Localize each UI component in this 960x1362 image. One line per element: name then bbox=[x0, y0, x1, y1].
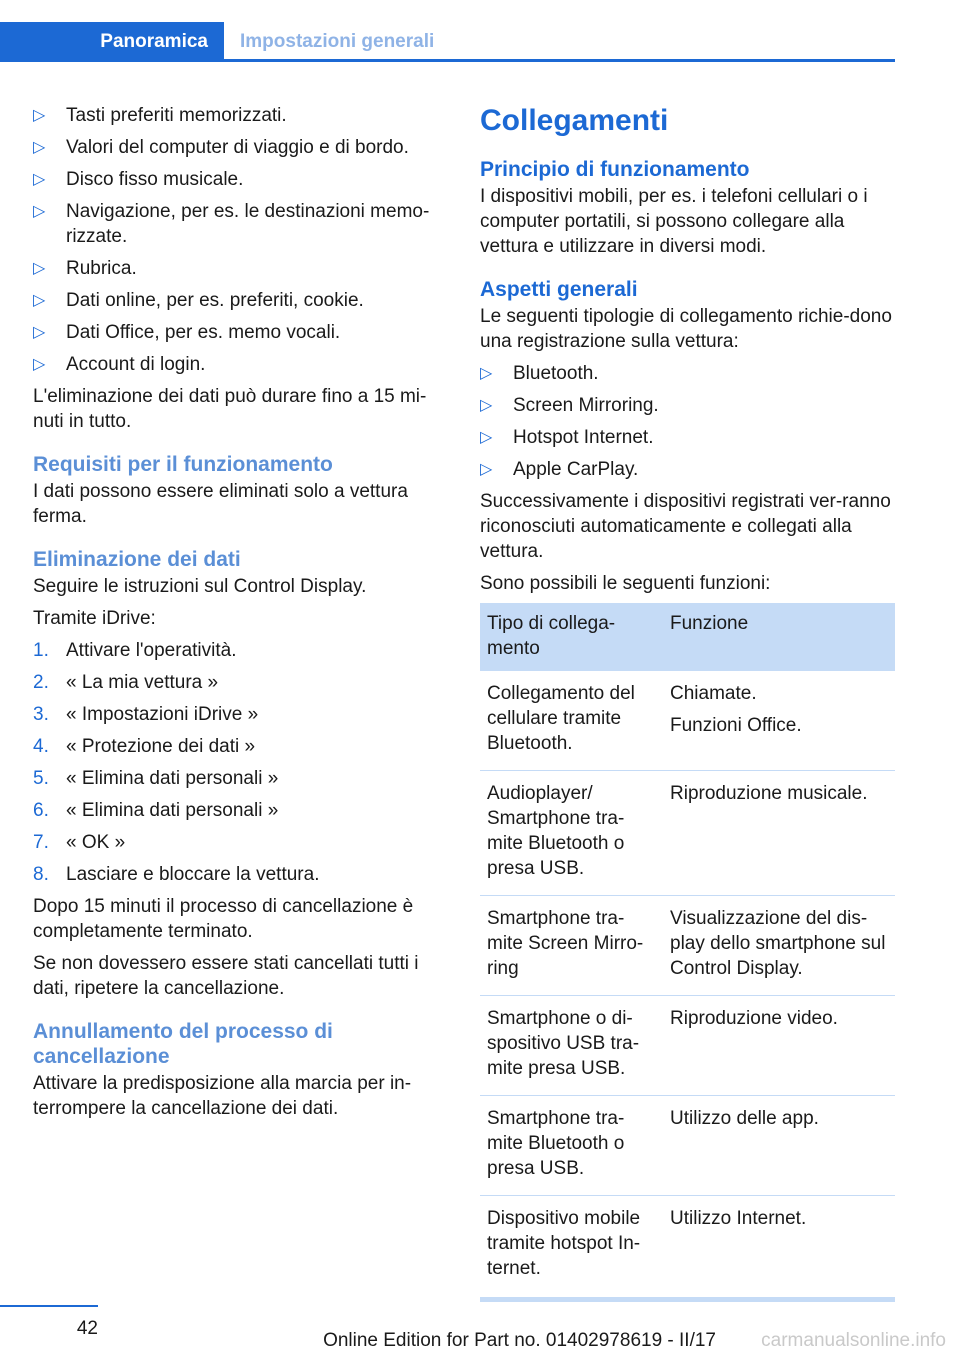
footer-rule bbox=[0, 1305, 98, 1307]
column-header-funzione: Funzione bbox=[663, 603, 895, 671]
table-row bbox=[480, 1096, 895, 1196]
triangle-bullet-icon: ▷ bbox=[33, 139, 46, 156]
step-item: 4. « Protezione dei dati » bbox=[33, 736, 256, 757]
heading-principio: Principio di funzionamento bbox=[480, 158, 750, 181]
heading-requisiti: Requisiti per il funzionamento bbox=[33, 453, 333, 476]
step-item: 1. Attivare l'operatività. bbox=[33, 640, 237, 661]
list-item: ▷ Disco fisso musicale. bbox=[33, 169, 244, 190]
triangle-bullet-icon: ▷ bbox=[480, 397, 493, 414]
triangle-bullet-icon: ▷ bbox=[33, 292, 46, 309]
triangle-bullet-icon: ▷ bbox=[33, 356, 46, 373]
list-item: ▷ Hotspot Internet. bbox=[480, 427, 654, 448]
watermark: carmanualsonline.info bbox=[761, 1330, 946, 1351]
left-column bbox=[33, 103, 445, 1128]
triangle-bullet-icon: ▷ bbox=[33, 324, 46, 341]
requisiti-paragraph: I dati possono essere eliminati solo a vettura ferma. bbox=[33, 481, 408, 527]
successivamente-paragraph: Successivamente i dispositivi registrati ver‐ranno riconosciuti automaticamente e collegati alla vettura. bbox=[480, 491, 891, 562]
heading-collegamenti: Collegamenti bbox=[480, 104, 669, 137]
list-item: ▷ Apple CarPlay. bbox=[480, 459, 639, 480]
cell-funzione: Utilizzo delle app. bbox=[663, 1096, 895, 1196]
cell-tipo: Smartphone tra‐mite Screen Mirro‐ring bbox=[480, 896, 663, 996]
step-item: 7. « OK » bbox=[33, 832, 126, 853]
connection-types-list bbox=[480, 361, 895, 482]
step-item: 3. « Impostazioni iDrive » bbox=[33, 704, 259, 725]
data-bullet-list bbox=[33, 103, 445, 377]
principio-paragraph: I dispositivi mobili, per es. i telefoni cellulari o i computer portatili, si possono collegare alla vettura e utilizzare in diversi modi. bbox=[480, 186, 868, 257]
aspetti-paragraph: Le seguenti tipologie di collegamento richie‐dono una registrazione sulla vettura: bbox=[480, 306, 892, 352]
edition-text: Online Edition for Part no. 01402978619 - II/17 bbox=[323, 1330, 716, 1351]
tramite-paragraph: Tramite iDrive: bbox=[33, 608, 156, 629]
seguire-paragraph: Seguire le istruzioni sul Control Display. bbox=[33, 576, 367, 597]
heading-eliminazione: Eliminazione dei dati bbox=[33, 548, 241, 571]
page-number: 42 bbox=[76, 1318, 98, 1339]
tab-panoramica[interactable]: Panoramica bbox=[0, 22, 224, 62]
list-item: ▷ Dati Office, per es. memo vocali. bbox=[33, 322, 341, 343]
heading-aspetti: Aspetti generali bbox=[480, 278, 638, 301]
heading-annullamento: Annullamento del processo di cancellazione bbox=[33, 1020, 333, 1068]
se-non-paragraph: Se non dovessero essere stati cancellati tutti i dati, ripetere la cancellazione. bbox=[33, 953, 419, 999]
annullamento-paragraph: Attivare la predisposizione alla marcia per in‐terrompere la cancellazione dei dati. bbox=[33, 1073, 412, 1119]
cell-tipo: Audioplayer/ Smartphone tra‐mite Bluetooth o presa USB. bbox=[480, 771, 663, 896]
table-row bbox=[480, 896, 895, 996]
triangle-bullet-icon: ▷ bbox=[33, 107, 46, 124]
step-item: 2. « La mia vettura » bbox=[33, 672, 219, 693]
list-item: ▷ Rubrica. bbox=[33, 258, 137, 279]
step-item: 8. Lasciare e bloccare la vettura. bbox=[33, 864, 320, 885]
triangle-bullet-icon: ▷ bbox=[33, 260, 46, 277]
cell-funzione: Utilizzo Internet. bbox=[663, 1196, 895, 1300]
list-item: ▷ Valori del computer di viaggio e di bordo. bbox=[33, 137, 409, 158]
column-header-tipo: Tipo di collega‐mento bbox=[480, 603, 663, 671]
table-row bbox=[480, 996, 895, 1096]
cell-tipo: Smartphone o di‐spositivo USB tra‐mite presa USB. bbox=[480, 996, 663, 1096]
list-item: ▷ Dati online, per es. preferiti, cookie. bbox=[33, 290, 364, 311]
cell-funzione: Riproduzione video. bbox=[663, 996, 895, 1096]
triangle-bullet-icon: ▷ bbox=[33, 171, 46, 188]
header-bar bbox=[0, 22, 895, 62]
functions-table bbox=[480, 603, 895, 1302]
duration-paragraph: L'eliminazione dei dati può durare fino a 15 mi‐nuti in tutto. bbox=[33, 386, 427, 432]
cell-tipo: Smartphone tra‐mite Bluetooth o presa USB. bbox=[480, 1096, 663, 1196]
triangle-bullet-icon: ▷ bbox=[33, 203, 46, 220]
list-item: ▷ Account di login. bbox=[33, 354, 206, 375]
list-item: ▷ Bluetooth. bbox=[480, 363, 599, 384]
cell-tipo: Collegamento del cellulare tramite Bluetooth. bbox=[480, 671, 663, 771]
cell-funzione: Visualizzazione del dis‐play dello smartphone sul Control Display. bbox=[663, 896, 895, 996]
triangle-bullet-icon: ▷ bbox=[480, 461, 493, 478]
right-column bbox=[480, 103, 895, 1302]
table-row bbox=[480, 1196, 895, 1300]
possibili-paragraph: Sono possibili le seguenti funzioni: bbox=[480, 573, 771, 594]
cell-funzione: Riproduzione musicale. bbox=[663, 771, 895, 896]
triangle-bullet-icon: ▷ bbox=[480, 365, 493, 382]
cell-funzione: Chiamate. Funzioni Office. bbox=[663, 671, 895, 771]
list-item: ▷ Screen Mirroring. bbox=[480, 395, 659, 416]
triangle-bullet-icon: ▷ bbox=[480, 429, 493, 446]
dopo-paragraph: Dopo 15 minuti il processo di cancellazione è completamente terminato. bbox=[33, 896, 414, 942]
list-item: ▷ Tasti preferiti memorizzati. bbox=[33, 105, 287, 126]
list-item: ▷ Navigazione, per es. le destinazioni memo‐rizzate. bbox=[33, 201, 430, 247]
cell-tipo: Dispositivo mobile tramite hotspot In‐ternet. bbox=[480, 1196, 663, 1300]
table-row bbox=[480, 671, 895, 771]
step-item: 6. « Elimina dati personali » bbox=[33, 800, 279, 821]
table-header-row bbox=[480, 603, 895, 671]
tab-impostazioni-generali[interactable]: Impostazioni generali bbox=[240, 31, 435, 52]
steps-list bbox=[33, 638, 445, 887]
step-item: 5. « Elimina dati personali » bbox=[33, 768, 279, 789]
table-row bbox=[480, 771, 895, 896]
